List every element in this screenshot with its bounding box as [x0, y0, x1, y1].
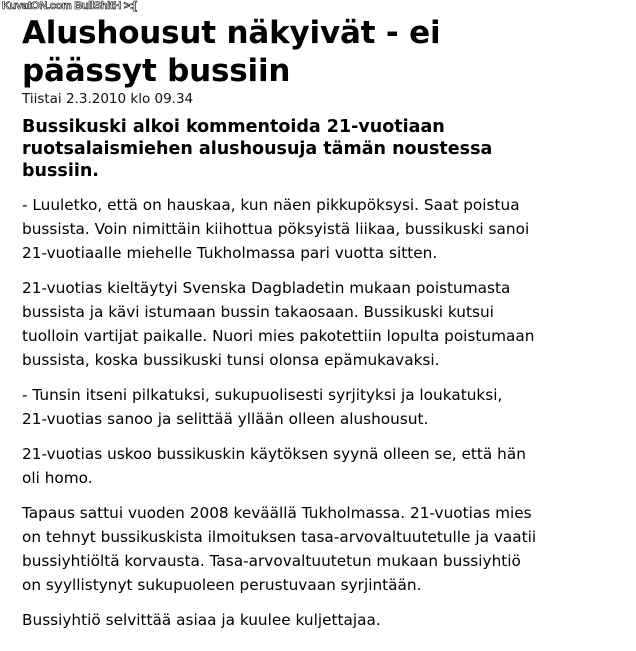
paragraph — [22, 608, 634, 632]
text-line: 21-vuotias uskoo bussikuskin käytöksen syynä olleen se, että hän — [22, 445, 526, 463]
text-line: Bussiyhtiö selvittää asiaa ja kuulee kuljettajaa. — [22, 611, 381, 629]
text-line: bussista, koska bussikuski tunsi olonsa epämukavaksi. — [22, 351, 440, 369]
text-line: bussiyhtiöltä korvausta. Tasa-arvovaltuutetun mukaan bussiyhtiö — [22, 552, 521, 570]
text-line: on tehnyt bussikuskista ilmoituksen tasa-arvovaltuutetulle ja vaatii — [22, 528, 537, 546]
paragraph — [22, 383, 634, 431]
paragraph — [22, 276, 634, 372]
text-line: 21-vuotias kieltäytyi Svenska Dagbladetin mukaan poistumasta — [22, 279, 511, 297]
text-line: oli homo. — [22, 469, 93, 487]
text-line: Bussikuski alkoi kommentoida 21-vuotiaan — [22, 117, 445, 137]
text-line: bussista. Voin nimittäin kiihottua pöksyistä liikaa, bussikuski sanoi — [22, 220, 530, 238]
paragraph — [22, 193, 634, 265]
article-lead — [22, 116, 634, 182]
paragraph — [22, 501, 634, 597]
text-line: tuolloin vartijat paikalle. Nuori mies pakotettiin lopulta poistumaan — [22, 327, 535, 345]
watermark: KuvatON.com BullShitH >:[ — [2, 0, 137, 12]
text-line: Tapaus sattui vuoden 2008 keväällä Tukholmassa. 21-vuotias mies — [22, 504, 532, 522]
text-line: - Luuletko, että on hauskaa, kun näen pikkupöksysi. Saat poistua — [22, 196, 520, 214]
text-line: bussiin. — [22, 161, 99, 181]
text-line: 21-vuotias sanoo ja selittää yllään olleen alushousut. — [22, 410, 429, 428]
text-line: on syyllistynyt sukupuoleen perustuvaan syrjintään. — [22, 576, 422, 594]
article-date: Tiistai 2.3.2010 klo 09.34 — [22, 91, 194, 107]
article-title — [22, 14, 634, 90]
text-line: Alushousut näkyivät - ei — [22, 15, 441, 51]
paragraph — [22, 442, 634, 490]
text-line: - Tunsin itseni pilkatuksi, sukupuolisesti syrjityksi ja loukatuksi, — [22, 386, 503, 404]
text-line: päässyt bussiin — [22, 53, 291, 89]
article-body — [22, 193, 634, 632]
text-line: bussista ja kävi istumaan bussin takaosaan. Bussikuski kutsui — [22, 303, 494, 321]
text-line: ruotsalaismiehen alushousuja tämän noustessa — [22, 139, 493, 159]
text-line: 21-vuotiaalle miehelle Tukholmassa pari vuotta sitten. — [22, 244, 438, 262]
article — [22, 14, 634, 632]
